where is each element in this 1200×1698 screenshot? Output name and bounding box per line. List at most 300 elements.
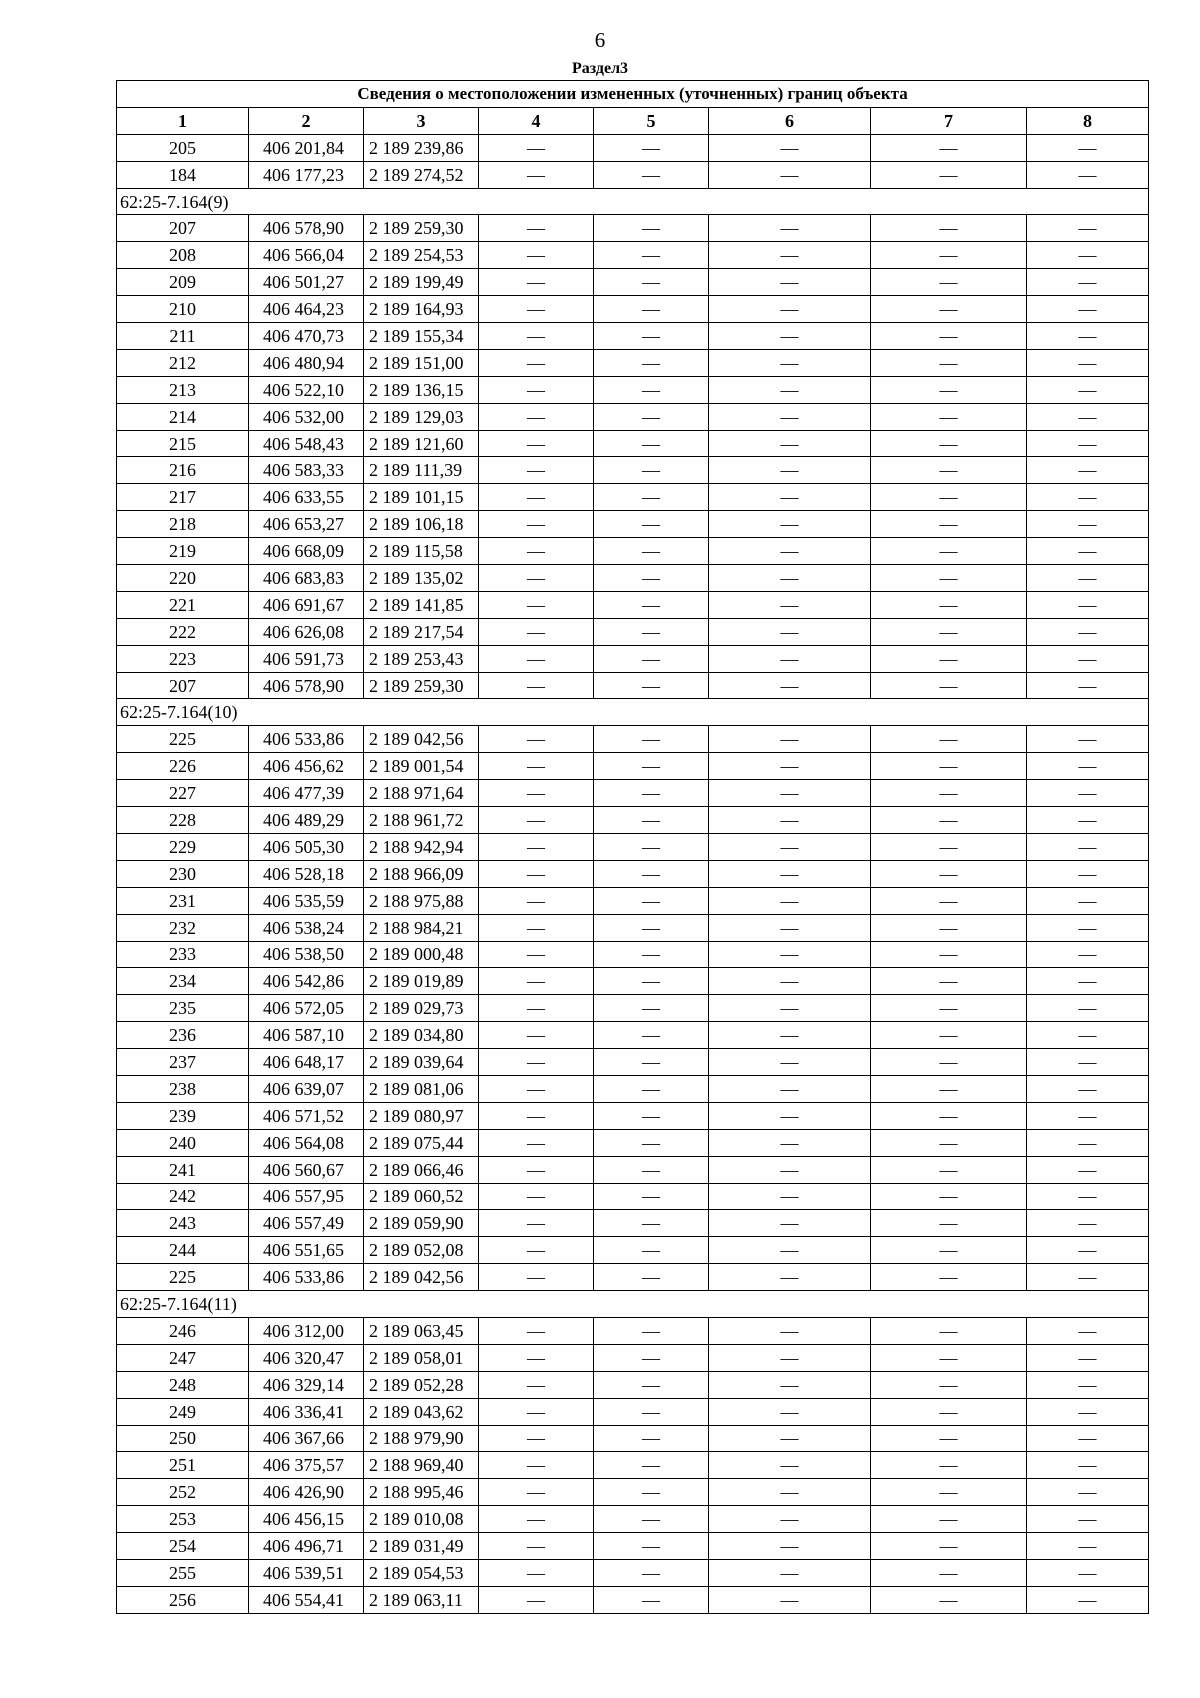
y-coordinate-cell: 2 189 115,58 — [364, 538, 479, 565]
x-coordinate-cell: 406 557,49 — [249, 1210, 364, 1237]
dash-cell: — — [1027, 1237, 1149, 1264]
dash-cell: — — [1027, 134, 1149, 161]
dash-cell: — — [1027, 807, 1149, 834]
dash-cell: — — [871, 1156, 1027, 1183]
dash-cell: — — [1027, 833, 1149, 860]
table-row — [117, 215, 1149, 242]
table-row — [117, 807, 1149, 834]
dash-cell: — — [594, 1479, 709, 1506]
x-coordinate-cell: 406 177,23 — [249, 161, 364, 188]
y-coordinate-cell: 2 188 961,72 — [364, 807, 479, 834]
y-coordinate-cell: 2 189 259,30 — [364, 215, 479, 242]
dash-cell: — — [594, 538, 709, 565]
dash-cell: — — [1027, 296, 1149, 323]
dash-cell: — — [479, 1237, 594, 1264]
point-number-cell: 220 — [117, 565, 249, 592]
dash-cell: — — [871, 1049, 1027, 1076]
column-header: 1 — [117, 107, 249, 134]
y-coordinate-cell: 2 189 054,53 — [364, 1559, 479, 1586]
table-row — [117, 1264, 1149, 1291]
group-row — [117, 188, 1149, 215]
x-coordinate-cell: 406 538,50 — [249, 941, 364, 968]
table-row — [117, 645, 1149, 672]
x-coordinate-cell: 406 532,00 — [249, 403, 364, 430]
dash-cell: — — [871, 887, 1027, 914]
dash-cell: — — [479, 296, 594, 323]
dash-cell: — — [594, 376, 709, 403]
point-number-cell: 237 — [117, 1049, 249, 1076]
x-coordinate-cell: 406 648,17 — [249, 1049, 364, 1076]
dash-cell: — — [709, 807, 871, 834]
point-number-cell: 247 — [117, 1344, 249, 1371]
y-coordinate-cell: 2 189 052,28 — [364, 1371, 479, 1398]
dash-cell: — — [1027, 430, 1149, 457]
y-coordinate-cell: 2 189 042,56 — [364, 1264, 479, 1291]
dash-cell: — — [871, 403, 1027, 430]
dash-cell: — — [479, 780, 594, 807]
dash-cell: — — [871, 995, 1027, 1022]
dash-cell: — — [1027, 269, 1149, 296]
y-coordinate-cell: 2 189 010,08 — [364, 1506, 479, 1533]
x-coordinate-cell: 406 480,94 — [249, 349, 364, 376]
point-number-cell: 207 — [117, 672, 249, 699]
y-coordinate-cell: 2 189 052,08 — [364, 1237, 479, 1264]
dash-cell: — — [709, 941, 871, 968]
dash-cell: — — [1027, 1075, 1149, 1102]
dash-cell: — — [479, 645, 594, 672]
group-label: 62:25-7.164(10) — [117, 699, 1149, 726]
dash-cell: — — [1027, 349, 1149, 376]
point-number-cell: 214 — [117, 403, 249, 430]
dash-cell: — — [479, 807, 594, 834]
table-row — [117, 968, 1149, 995]
y-coordinate-cell: 2 189 239,86 — [364, 134, 479, 161]
table-row — [117, 1586, 1149, 1613]
y-coordinate-cell: 2 189 101,15 — [364, 484, 479, 511]
dash-cell: — — [479, 1210, 594, 1237]
dash-cell: — — [871, 1237, 1027, 1264]
dash-cell: — — [1027, 1479, 1149, 1506]
dash-cell: — — [479, 1452, 594, 1479]
dash-cell: — — [594, 269, 709, 296]
dash-cell: — — [1027, 376, 1149, 403]
dash-cell: — — [1027, 511, 1149, 538]
dash-cell: — — [709, 430, 871, 457]
x-coordinate-cell: 406 528,18 — [249, 860, 364, 887]
dash-cell: — — [1027, 538, 1149, 565]
dash-cell: — — [594, 1452, 709, 1479]
dash-cell: — — [871, 376, 1027, 403]
page-number: 6 — [594, 28, 606, 52]
y-coordinate-cell: 2 188 966,09 — [364, 860, 479, 887]
x-coordinate-cell: 406 505,30 — [249, 833, 364, 860]
table-row — [117, 860, 1149, 887]
point-number-cell: 209 — [117, 269, 249, 296]
point-number-cell: 230 — [117, 860, 249, 887]
y-coordinate-cell: 2 188 984,21 — [364, 914, 479, 941]
point-number-cell: 239 — [117, 1102, 249, 1129]
table-row — [117, 242, 1149, 269]
x-coordinate-cell: 406 564,08 — [249, 1129, 364, 1156]
dash-cell: — — [709, 645, 871, 672]
dash-cell: — — [594, 591, 709, 618]
table-row — [117, 349, 1149, 376]
table-row — [117, 1022, 1149, 1049]
dash-cell: — — [479, 1049, 594, 1076]
dash-cell: — — [479, 1022, 594, 1049]
y-coordinate-cell: 2 189 080,97 — [364, 1102, 479, 1129]
dash-cell: — — [1027, 1156, 1149, 1183]
dash-cell: — — [594, 1371, 709, 1398]
dash-cell: — — [1027, 1371, 1149, 1398]
table-row — [117, 1102, 1149, 1129]
x-coordinate-cell: 406 591,73 — [249, 645, 364, 672]
table-row — [117, 1371, 1149, 1398]
dash-cell: — — [479, 1129, 594, 1156]
dash-cell: — — [1027, 1398, 1149, 1425]
dash-cell: — — [479, 161, 594, 188]
dash-cell: — — [709, 403, 871, 430]
dash-cell: — — [479, 565, 594, 592]
x-coordinate-cell: 406 312,00 — [249, 1317, 364, 1344]
table-row — [117, 1129, 1149, 1156]
y-coordinate-cell: 2 189 075,44 — [364, 1129, 479, 1156]
table-row — [117, 618, 1149, 645]
table-row — [117, 1183, 1149, 1210]
dash-cell: — — [709, 1452, 871, 1479]
group-label: 62:25-7.164(9) — [117, 188, 1149, 215]
dash-cell: — — [479, 1075, 594, 1102]
section-title: Раздел3 — [571, 60, 629, 77]
dash-cell: — — [709, 215, 871, 242]
table-row — [117, 726, 1149, 753]
dash-cell: — — [594, 1102, 709, 1129]
x-coordinate-cell: 406 548,43 — [249, 430, 364, 457]
table-row — [117, 833, 1149, 860]
point-number-cell: 255 — [117, 1559, 249, 1586]
dash-cell: — — [479, 1371, 594, 1398]
dash-cell: — — [709, 457, 871, 484]
x-coordinate-cell: 406 572,05 — [249, 995, 364, 1022]
dash-cell: — — [871, 215, 1027, 242]
dash-cell: — — [594, 161, 709, 188]
dash-cell: — — [871, 1479, 1027, 1506]
dash-cell: — — [479, 672, 594, 699]
x-coordinate-cell: 406 329,14 — [249, 1371, 364, 1398]
dash-cell: — — [709, 1049, 871, 1076]
table-row — [117, 376, 1149, 403]
y-coordinate-cell: 2 189 029,73 — [364, 995, 479, 1022]
dash-cell: — — [871, 511, 1027, 538]
y-coordinate-cell: 2 189 043,62 — [364, 1398, 479, 1425]
dash-cell: — — [871, 1425, 1027, 1452]
table-row — [117, 511, 1149, 538]
table-row — [117, 591, 1149, 618]
dash-cell: — — [479, 1264, 594, 1291]
dash-cell: — — [479, 753, 594, 780]
x-coordinate-cell: 406 538,24 — [249, 914, 364, 941]
x-coordinate-cell: 406 542,86 — [249, 968, 364, 995]
point-number-cell: 208 — [117, 242, 249, 269]
dash-cell: — — [1027, 914, 1149, 941]
x-coordinate-cell: 406 557,95 — [249, 1183, 364, 1210]
dash-cell: — — [709, 134, 871, 161]
point-number-cell: 184 — [117, 161, 249, 188]
dash-cell: — — [594, 753, 709, 780]
x-coordinate-cell: 406 535,59 — [249, 887, 364, 914]
dash-cell: — — [594, 511, 709, 538]
point-number-cell: 240 — [117, 1129, 249, 1156]
x-coordinate-cell: 406 691,67 — [249, 591, 364, 618]
x-coordinate-cell: 406 367,66 — [249, 1425, 364, 1452]
dash-cell: — — [871, 1183, 1027, 1210]
dash-cell: — — [1027, 1129, 1149, 1156]
dash-cell: — — [594, 1559, 709, 1586]
column-header: 5 — [594, 107, 709, 134]
dash-cell: — — [709, 914, 871, 941]
dash-cell: — — [871, 618, 1027, 645]
dash-cell: — — [479, 1586, 594, 1613]
dash-cell: — — [1027, 1022, 1149, 1049]
column-header: 4 — [479, 107, 594, 134]
x-coordinate-cell: 406 477,39 — [249, 780, 364, 807]
dash-cell: — — [594, 323, 709, 350]
dash-cell: — — [479, 887, 594, 914]
dash-cell: — — [1027, 1183, 1149, 1210]
dash-cell: — — [594, 645, 709, 672]
point-number-cell: 244 — [117, 1237, 249, 1264]
point-number-cell: 226 — [117, 753, 249, 780]
y-coordinate-cell: 2 189 031,49 — [364, 1533, 479, 1560]
dash-cell: — — [1027, 672, 1149, 699]
point-number-cell: 249 — [117, 1398, 249, 1425]
table-row — [117, 672, 1149, 699]
dash-cell: — — [709, 1371, 871, 1398]
dash-cell: — — [594, 1344, 709, 1371]
dash-cell: — — [594, 242, 709, 269]
dash-cell: — — [871, 134, 1027, 161]
dash-cell: — — [479, 941, 594, 968]
point-number-cell: 243 — [117, 1210, 249, 1237]
dash-cell: — — [709, 161, 871, 188]
dash-cell: — — [1027, 1344, 1149, 1371]
dash-cell: — — [709, 1506, 871, 1533]
dash-cell: — — [1027, 323, 1149, 350]
dash-cell: — — [709, 296, 871, 323]
point-number-cell: 231 — [117, 887, 249, 914]
point-number-cell: 217 — [117, 484, 249, 511]
x-coordinate-cell: 406 551,65 — [249, 1237, 364, 1264]
dash-cell: — — [871, 242, 1027, 269]
dash-cell: — — [709, 591, 871, 618]
dash-cell: — — [709, 349, 871, 376]
x-coordinate-cell: 406 201,84 — [249, 134, 364, 161]
dash-cell: — — [479, 1156, 594, 1183]
table-row — [117, 457, 1149, 484]
table-row — [117, 1156, 1149, 1183]
dash-cell: — — [709, 1344, 871, 1371]
table-row — [117, 1559, 1149, 1586]
dash-cell: — — [1027, 242, 1149, 269]
dash-cell: — — [594, 1506, 709, 1533]
dash-cell: — — [594, 618, 709, 645]
point-number-cell: 233 — [117, 941, 249, 968]
table-row — [117, 403, 1149, 430]
dash-cell: — — [1027, 161, 1149, 188]
point-number-cell: 229 — [117, 833, 249, 860]
dash-cell: — — [594, 1049, 709, 1076]
dash-cell: — — [479, 1425, 594, 1452]
table-row — [117, 995, 1149, 1022]
point-number-cell: 248 — [117, 1371, 249, 1398]
dash-cell: — — [1027, 484, 1149, 511]
point-number-cell: 222 — [117, 618, 249, 645]
dash-cell: — — [594, 134, 709, 161]
dash-cell: — — [479, 457, 594, 484]
dash-cell: — — [1027, 1559, 1149, 1586]
dash-cell: — — [594, 1264, 709, 1291]
x-coordinate-cell: 406 554,41 — [249, 1586, 364, 1613]
dash-cell: — — [871, 1506, 1027, 1533]
dash-cell: — — [709, 242, 871, 269]
y-coordinate-cell: 2 189 135,02 — [364, 565, 479, 592]
dash-cell: — — [479, 1344, 594, 1371]
y-coordinate-cell: 2 188 971,64 — [364, 780, 479, 807]
dash-cell: — — [479, 134, 594, 161]
dash-cell: — — [1027, 1452, 1149, 1479]
point-number-cell: 235 — [117, 995, 249, 1022]
dash-cell: — — [479, 349, 594, 376]
dash-cell: — — [1027, 1049, 1149, 1076]
table-row — [117, 565, 1149, 592]
dash-cell: — — [479, 860, 594, 887]
x-coordinate-cell: 406 533,86 — [249, 726, 364, 753]
column-header: 3 — [364, 107, 479, 134]
dash-cell: — — [709, 511, 871, 538]
dash-cell: — — [479, 1102, 594, 1129]
table-body — [117, 134, 1149, 1613]
dash-cell: — — [594, 215, 709, 242]
table-row — [117, 914, 1149, 941]
point-number-cell: 254 — [117, 1533, 249, 1560]
dash-cell: — — [871, 484, 1027, 511]
dash-cell: — — [871, 538, 1027, 565]
dash-cell: — — [709, 565, 871, 592]
point-number-cell: 225 — [117, 726, 249, 753]
table-row — [117, 1237, 1149, 1264]
dash-cell: — — [1027, 215, 1149, 242]
dash-cell: — — [871, 780, 1027, 807]
dash-cell: — — [871, 860, 1027, 887]
dash-cell: — — [479, 914, 594, 941]
dash-cell: — — [709, 833, 871, 860]
dash-cell: — — [871, 753, 1027, 780]
dash-cell: — — [709, 323, 871, 350]
dash-cell: — — [479, 430, 594, 457]
x-coordinate-cell: 406 653,27 — [249, 511, 364, 538]
x-coordinate-cell: 406 566,04 — [249, 242, 364, 269]
dash-cell: — — [479, 591, 594, 618]
y-coordinate-cell: 2 189 274,52 — [364, 161, 479, 188]
dash-cell: — — [709, 1586, 871, 1613]
dash-cell: — — [1027, 1317, 1149, 1344]
table-title-row — [117, 81, 1149, 108]
point-number-cell: 238 — [117, 1075, 249, 1102]
dash-cell: — — [709, 995, 871, 1022]
dash-cell: — — [1027, 1102, 1149, 1129]
dash-cell: — — [594, 1398, 709, 1425]
dash-cell: — — [709, 1398, 871, 1425]
dash-cell: — — [871, 807, 1027, 834]
dash-cell: — — [1027, 1506, 1149, 1533]
x-coordinate-cell: 406 470,73 — [249, 323, 364, 350]
x-coordinate-cell: 406 464,23 — [249, 296, 364, 323]
dash-cell: — — [594, 1022, 709, 1049]
y-coordinate-cell: 2 189 063,11 — [364, 1586, 479, 1613]
y-coordinate-cell: 2 189 129,03 — [364, 403, 479, 430]
dash-cell: — — [1027, 1586, 1149, 1613]
table-row — [117, 430, 1149, 457]
table-row — [117, 484, 1149, 511]
dash-cell: — — [479, 484, 594, 511]
x-coordinate-cell: 406 539,51 — [249, 1559, 364, 1586]
dash-cell: — — [594, 565, 709, 592]
table-row — [117, 161, 1149, 188]
dash-cell: — — [594, 457, 709, 484]
dash-cell: — — [709, 672, 871, 699]
table-row — [117, 1317, 1149, 1344]
dash-cell: — — [594, 941, 709, 968]
x-coordinate-cell: 406 571,52 — [249, 1102, 364, 1129]
dash-cell: — — [479, 1506, 594, 1533]
x-coordinate-cell: 406 375,57 — [249, 1452, 364, 1479]
point-number-cell: 215 — [117, 430, 249, 457]
dash-cell: — — [871, 1533, 1027, 1560]
dash-cell: — — [871, 1559, 1027, 1586]
dash-cell: — — [1027, 753, 1149, 780]
x-coordinate-cell: 406 456,15 — [249, 1506, 364, 1533]
point-number-cell: 213 — [117, 376, 249, 403]
dash-cell: — — [709, 1183, 871, 1210]
dash-cell: — — [871, 430, 1027, 457]
x-coordinate-cell: 406 522,10 — [249, 376, 364, 403]
table-row — [117, 780, 1149, 807]
table-row — [117, 1075, 1149, 1102]
point-number-cell: 212 — [117, 349, 249, 376]
dash-cell: — — [709, 753, 871, 780]
table-row — [117, 1425, 1149, 1452]
dash-cell: — — [594, 1237, 709, 1264]
x-coordinate-cell: 406 336,41 — [249, 1398, 364, 1425]
y-coordinate-cell: 2 189 001,54 — [364, 753, 479, 780]
table-row — [117, 1049, 1149, 1076]
dash-cell: — — [709, 1210, 871, 1237]
dash-cell: — — [709, 269, 871, 296]
y-coordinate-cell: 2 189 111,39 — [364, 457, 479, 484]
table-row — [117, 269, 1149, 296]
dash-cell: — — [871, 645, 1027, 672]
dash-cell: — — [871, 968, 1027, 995]
table-row — [117, 538, 1149, 565]
dash-cell: — — [871, 941, 1027, 968]
dash-cell: — — [1027, 1425, 1149, 1452]
dash-cell: — — [871, 1075, 1027, 1102]
y-coordinate-cell: 2 189 121,60 — [364, 430, 479, 457]
dash-cell: — — [1027, 968, 1149, 995]
dash-cell: — — [871, 1344, 1027, 1371]
y-coordinate-cell: 2 189 106,18 — [364, 511, 479, 538]
dash-cell: — — [479, 618, 594, 645]
